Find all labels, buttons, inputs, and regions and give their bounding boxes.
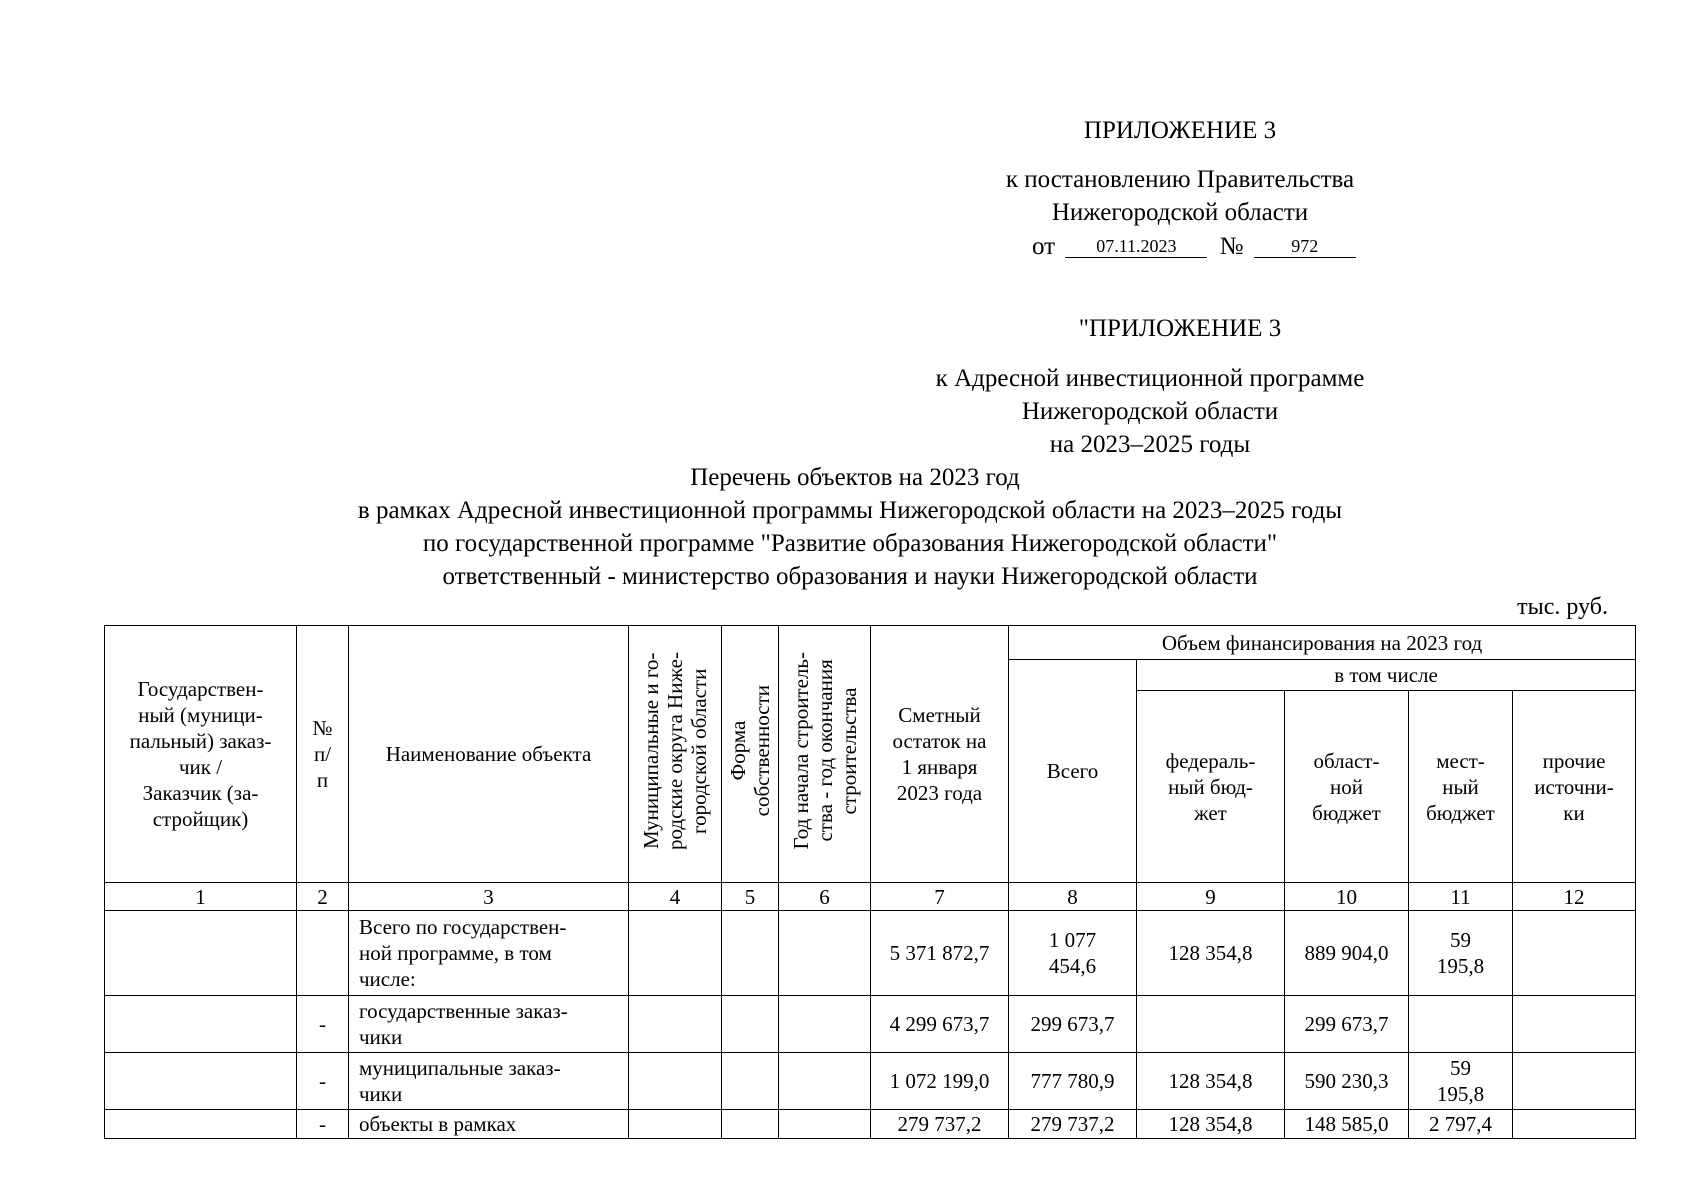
- cell-object-name: объекты в рамках: [349, 1110, 629, 1139]
- annex-title: ПРИЛОЖЕНИЕ 3: [1083, 117, 1277, 144]
- header-customer: Государствен- ный (муници- пальный) заказ- чик / Заказчик (за- стройщик): [105, 626, 297, 883]
- cell-construction-years: [779, 996, 871, 1053]
- list-title-line3: по государственной программе "Развитие образования Нижегородской области": [422, 530, 1278, 557]
- cell-customer: [105, 996, 297, 1053]
- column-number: 2: [297, 883, 349, 911]
- cell-local-budget: 59 195,8: [1409, 1053, 1513, 1110]
- table-row: [105, 1053, 1636, 1110]
- date-value: 07.11.2023: [1065, 235, 1207, 258]
- annex-title-quoted: "ПРИЛОЖЕНИЕ 3: [1078, 315, 1282, 342]
- to-resolution-line2: Нижегородской области: [1051, 199, 1309, 226]
- list-title-line2: в рамках Адресной инвестиционной программы Нижегородской области на 2023–2025 годы: [357, 497, 1343, 524]
- cell-federal-budget: 128 354,8: [1137, 911, 1285, 996]
- header-districts: Муниципальные и го- родские округа Ниже- городской области: [629, 626, 722, 883]
- cell-object-name: государственные заказ- чики: [349, 996, 629, 1053]
- cell-regional-budget: 590 230,3: [1285, 1053, 1409, 1110]
- column-numbers-row: [105, 883, 1636, 911]
- cell-regional-budget: 299 673,7: [1285, 996, 1409, 1053]
- units-label: тыс. руб.: [1517, 594, 1608, 620]
- to-program-line1: к Адресной инвестиционной программе: [935, 365, 1365, 392]
- header-construction-years: Год начала строитель- ства - год окончания строительства: [779, 626, 871, 883]
- column-number: 3: [349, 883, 629, 911]
- column-number: 4: [629, 883, 722, 911]
- column-number: 1: [105, 883, 297, 911]
- cell-customer: [105, 911, 297, 996]
- cell-other-sources: [1513, 1110, 1636, 1139]
- column-number: 5: [722, 883, 779, 911]
- header-federal-budget: федераль- ный бюд- жет: [1137, 691, 1285, 883]
- cell-number: -: [297, 996, 349, 1053]
- objects-table: [104, 625, 1636, 1139]
- header-row-1: [105, 626, 1636, 660]
- header-financing-group: Объем финансирования на 2023 год: [1009, 626, 1636, 660]
- cell-other-sources: [1513, 911, 1636, 996]
- cell-ownership: [722, 996, 779, 1053]
- cell-total: 279 737,2: [1009, 1110, 1137, 1139]
- number-value: 972: [1254, 235, 1356, 258]
- cell-federal-budget: 128 354,8: [1137, 1110, 1285, 1139]
- to-program-line3: на 2023–2025 годы: [1049, 431, 1251, 458]
- cell-object-name: Всего по государствен- ной программе, в том числе:: [349, 911, 629, 996]
- list-title-line4: ответственный - министерство образования и науки Нижегородской области: [442, 563, 1258, 590]
- header-local-budget: мест- ный бюджет: [1409, 691, 1513, 883]
- cell-estimate-balance: 279 737,2: [871, 1110, 1009, 1139]
- cell-customer: [105, 1110, 297, 1139]
- cell-estimate-balance: 4 299 673,7: [871, 996, 1009, 1053]
- column-number: 8: [1009, 883, 1137, 911]
- header-object-name: Наименование объекта: [349, 626, 629, 883]
- column-number: 6: [779, 883, 871, 911]
- cell-total: 1 077 454,6: [1009, 911, 1137, 996]
- header-regional-budget: област- ной бюджет: [1285, 691, 1409, 883]
- cell-regional-budget: 148 585,0: [1285, 1110, 1409, 1139]
- cell-ownership: [722, 911, 779, 996]
- from-label: от: [1032, 233, 1056, 260]
- header-estimate-balance: Сметный остаток на 1 января 2023 года: [871, 626, 1009, 883]
- column-number: 11: [1409, 883, 1513, 911]
- column-number: 7: [871, 883, 1009, 911]
- table-row: [105, 996, 1636, 1053]
- cell-number: -: [297, 1053, 349, 1110]
- cell-local-budget: [1409, 996, 1513, 1053]
- cell-local-budget: 2 797,4: [1409, 1110, 1513, 1139]
- list-title-line1: Перечень объектов на 2023 год: [690, 464, 1020, 491]
- cell-ownership: [722, 1110, 779, 1139]
- cell-construction-years: [779, 1110, 871, 1139]
- column-number: 10: [1285, 883, 1409, 911]
- cell-object-name: муниципальные заказ- чики: [349, 1053, 629, 1110]
- to-program-line2: Нижегородской области: [1021, 398, 1279, 425]
- cell-districts: [629, 911, 722, 996]
- header-other-sources: прочие источни- ки: [1513, 691, 1636, 883]
- cell-construction-years: [779, 1053, 871, 1110]
- cell-federal-budget: 128 354,8: [1137, 1053, 1285, 1110]
- cell-local-budget: 59 195,8: [1409, 911, 1513, 996]
- cell-regional-budget: 889 904,0: [1285, 911, 1409, 996]
- header-number: № п/ п: [297, 626, 349, 883]
- cell-ownership: [722, 1053, 779, 1110]
- table-row: [105, 911, 1636, 996]
- cell-districts: [629, 1110, 722, 1139]
- to-resolution-line1: к постановлению Правительства: [1005, 166, 1355, 193]
- column-number: 9: [1137, 883, 1285, 911]
- cell-other-sources: [1513, 1053, 1636, 1110]
- header-total: Всего: [1009, 660, 1137, 883]
- column-number: 12: [1513, 883, 1636, 911]
- cell-federal-budget: [1137, 996, 1285, 1053]
- cell-number: [297, 911, 349, 996]
- cell-districts: [629, 996, 722, 1053]
- cell-construction-years: [779, 911, 871, 996]
- cell-customer: [105, 1053, 297, 1110]
- cell-estimate-balance: 5 371 872,7: [871, 911, 1009, 996]
- header-ownership: Форма собственности: [722, 626, 779, 883]
- cell-districts: [629, 1053, 722, 1110]
- resolution-date-number-line: [1032, 233, 1356, 261]
- header-including: в том числе: [1137, 660, 1636, 691]
- cell-number: -: [297, 1110, 349, 1139]
- table-row: [105, 1110, 1636, 1139]
- cell-other-sources: [1513, 996, 1636, 1053]
- cell-total: 777 780,9: [1009, 1053, 1137, 1110]
- number-label: №: [1219, 233, 1244, 260]
- cell-total: 299 673,7: [1009, 996, 1137, 1053]
- cell-estimate-balance: 1 072 199,0: [871, 1053, 1009, 1110]
